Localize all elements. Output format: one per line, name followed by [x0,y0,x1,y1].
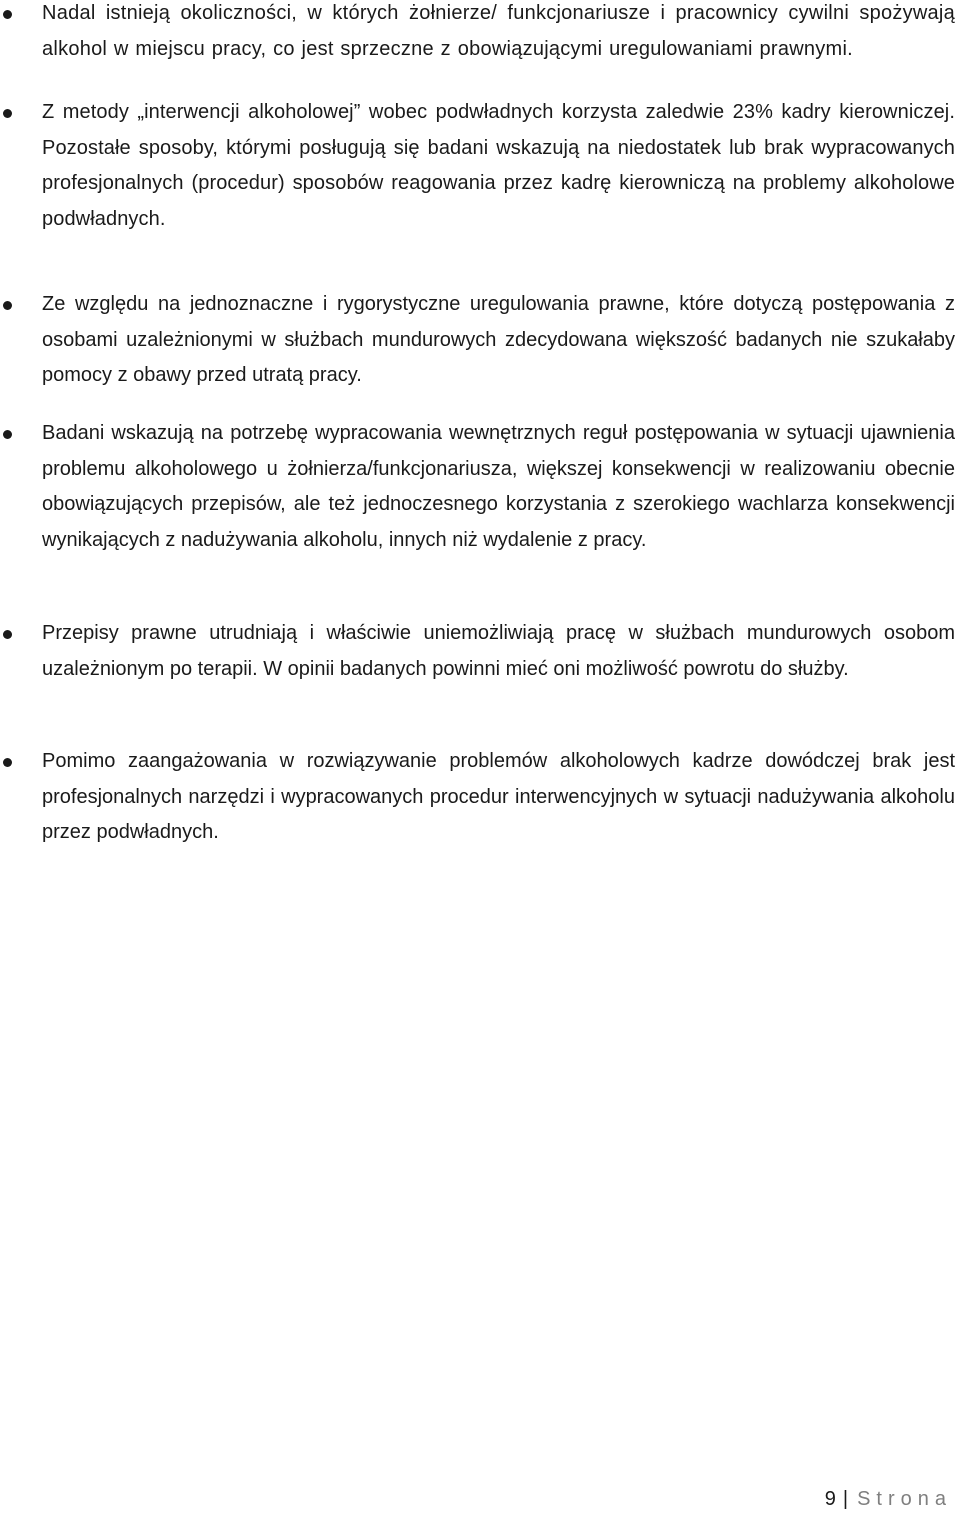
bullet-icon [3,430,12,439]
page-footer [825,1486,952,1512]
bullet-icon [3,630,12,639]
bullet-icon [3,301,12,310]
page-label: Strona [857,1488,952,1510]
page-number: 9 [824,1488,836,1510]
list-item-text: Przepisy prawne utrudniają i właściwie uniemożliwiają pracę w służbach mundurowych osobom uzależnionym po terapii. W opinii badanych powinni mieć oni możliwość powrotu do służby. [42,622,955,680]
bullet-icon [3,109,12,118]
list-item-text: Badani wskazują na potrzebę wypracowania wewnętrznych reguł postępowania w sytuacji ujawnienia problemu alkoholowego u żołnierza/funkcjonariusza, większej konsekwencji w realizowaniu obecnie obowiązujących przepisów, ale też jednoczesnego korzystania z szerokiego wachlarza konsekwencji wynikających z nadużywania alkoholu, innych niż wydalenie z pracy. [42,422,955,551]
bullet-icon [3,10,12,19]
footer-separator: | [842,1488,849,1510]
list-item-text: Z metody „interwencji alkoholowej” wobec podwładnych korzysta zaledwie 23% kadry kierowniczej. Pozostałe sposoby, którymi posługują się badani wskazują na niedostatek lub brak wypracowanych profesjonalnych (procedur) sposobów reagowania przez kadrę kierowniczą na problemy alkoholowe podwładnych. [42,101,955,230]
list-item-text: Nadal istnieją okoliczności, w których żołnierze/ funkcjonariusze i pracownicy cywilni spożywają alkohol w miejscu pracy, co jest sprzeczne z obowiązującymi uregulowaniami prawnymi. [42,2,955,60]
list-item-text: Ze względu na jednoznaczne i rygorystyczne uregulowania prawne, które dotyczą postępowania z osobami uzależnionymi w służbach mundurowych zdecydowana większość badanych nie szukałaby pomocy z obawy przed utratą pracy. [42,293,955,386]
list-item-text: Pomimo zaangażowania w rozwiązywanie problemów alkoholowych kadrze dowódczej brak jest profesjonalnych narzędzi i wypracowanych procedur interwencyjnych w sytuacji nadużywania alkoholu przez podwładnych. [42,750,955,843]
bullet-icon [3,758,12,767]
